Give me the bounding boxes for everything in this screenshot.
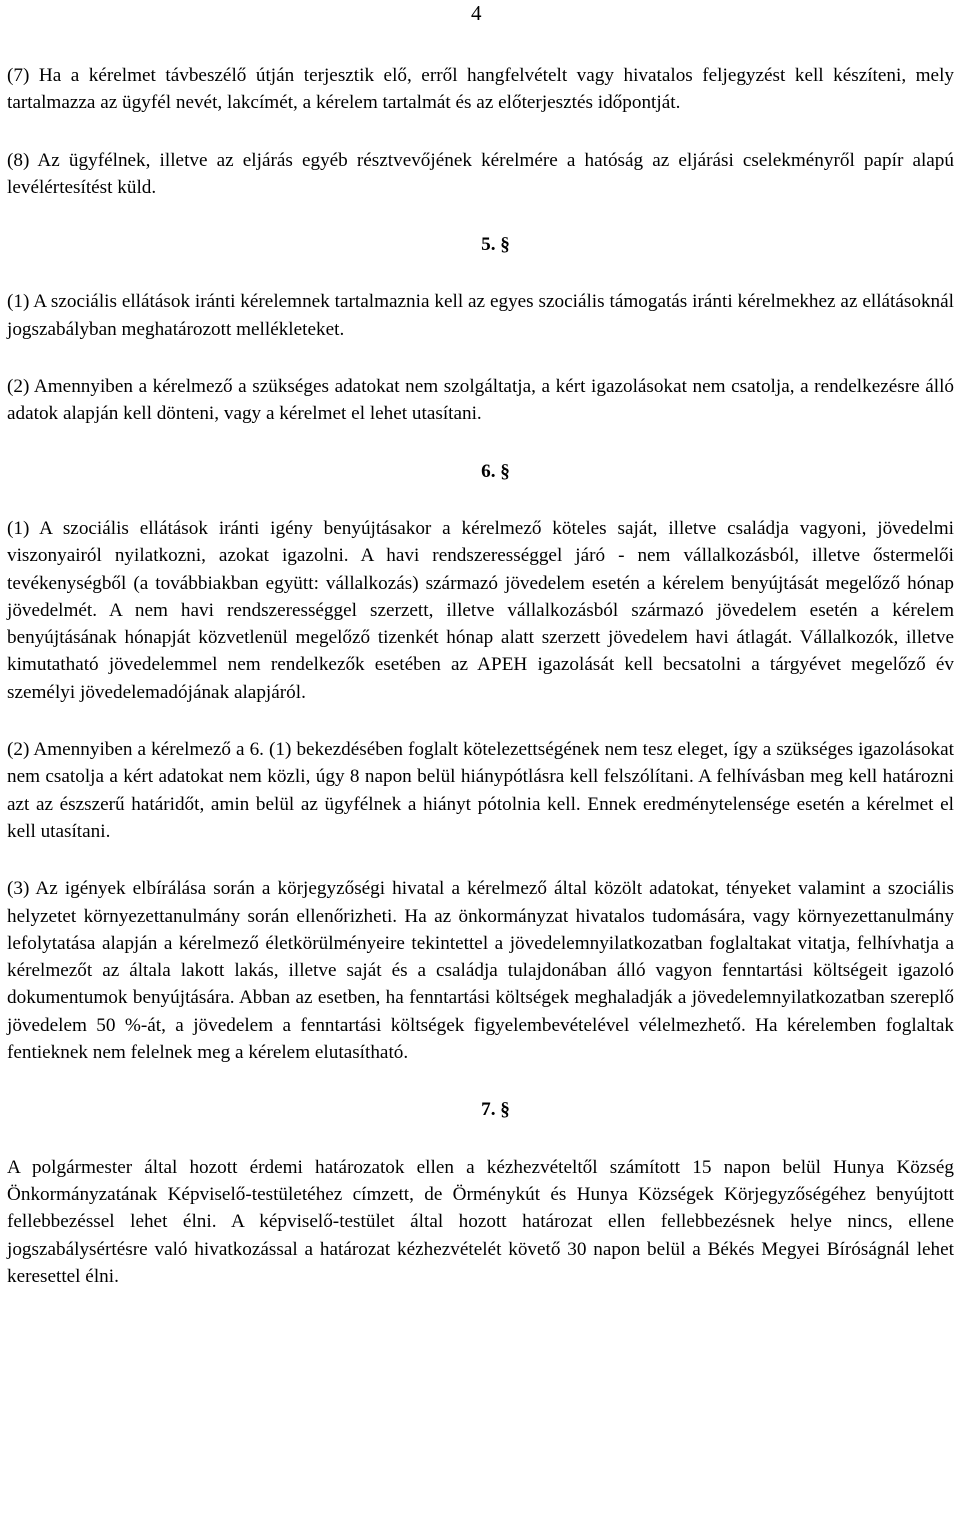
section-6-paragraph-1: (1) A szociális ellátások iránti igény benyújtásakor a kérelmező köteles saját, illetve családja vagyoni, jövedelmi viszonyairól nyilatkozni, azokat igazolni. A havi rendszerességgel járó - nem vállalkozásból, illetve őstermelői tevékenységből (a továbbiakban együtt: vállalkozás) származó jövedelem esetén a kérelem benyújtását megelőző hónap jövedelmét. A nem havi rendszerességgel szerzett, illetve vállalkozásból származó jövedelem esetén a kérelem benyújtásának hónapját közvetlenül megelőző tizenkét hónap alatt szerzett jövedelem havi átlagát. Vállalkozók, illetve kimutatható jövedelemmel nem rendelkezők esetében az APEH igazolását kell becsatolni a tárgyévet megelőző év személyi jövedelemadójának alapjáról. xyxy=(7,517,954,703)
section-7-paragraph-1: A polgármester által hozott érdemi határozatok ellen a kézhezvételtől számított 15 napon belül Hunya Község Önkormányzatának Képviselő-testületéhez címzett, de Örménykút és Hunya Községek Körjegyzőségéhez benyújtott fellebbezéssel lehet élni. A képviselő-testület által hozott határozat ellen fellebbezésnek helye nincs, ellene jogszabálysértésre való hivatkozással a határozat kézhezvételét követő 30 napon belül a Békés Megyei Bíróságnál lehet keresettel élni. xyxy=(7,1156,954,1287)
section-7-heading: 7. § xyxy=(481,1099,510,1121)
section-5-paragraph-1: (1) A szociális ellátások iránti kérelemnek tartalmaznia kell az egyes szociális támogatás iránti kérelmekhez az ellátásoknál jogszabályban meghatározott mellékleteket. xyxy=(7,291,954,340)
paragraph-8: (8) Az ügyfélnek, illetve az eljárás egyéb résztvevőjének kérelmére a hatóság az eljárási cselekményről papír alapú levélértesítést küld. xyxy=(7,149,954,198)
section-6-paragraph-3: (3) Az igények elbírálása során a körjegyzőségi hivatal a kérelmező által közölt adatokat, tényeket valamint a szociális helyzetet környezettanulmány során ellenőrizheti. Ha az önkormányzat hivatalos tudomására, vagy környezettanulmány lefolytatása alapján a kérelmező életkörülményeire tekintettel a jövedelemnyilatkozatban foglaltakat vitatja, felhívhatja a kérelmezőt az általa lakott lakás, illetve saját és a családja tulajdonában álló vagyon fenntartási költségeit igazoló dokumentumok benyújtására. Abban az esetben, ha fenntartási költségek meghaladják a jövedelemnyilatkozatban szereplő jövedelem 50 %-át, a jövedelem a fenntartási költségek figyelembevételével vélelmezhető. Ha kérelemben foglaltak fentieknek nem felelnek meg a kérelem elutasítható. xyxy=(7,878,954,1064)
section-6-heading: 6. § xyxy=(481,460,510,482)
paragraph-7: (7) Ha a kérelmet távbeszélő útján terjesztik elő, erről hangfelvételt vagy hivatalos feljegyzést kell készíteni, mely tartalmazza az ügyfél nevét, lakcímét, a kérelem tartalmát és az előterjesztés időpontját. xyxy=(7,65,954,114)
section-5-paragraph-2: (2) Amennyiben a kérelmező a szükséges adatokat nem szolgáltatja, a kért igazolásokat nem csatolja, a rendelkezésre álló adatok alapján kell dönteni, vagy a kérelmet el lehet utasítani. xyxy=(7,376,954,425)
page-number: 4 xyxy=(471,1,482,25)
document-body xyxy=(7,62,954,1290)
section-6-paragraph-2: (2) Amennyiben a kérelmező a 6. (1) bekezdésében foglalt kötelezettségének nem tesz eleget, így a szükséges igazolásokat nem csatolja a kért adatokat nem közli, úgy 8 napon belül hiánypótlásra kell felszólítani. A felhívásban meg kell határozni azt az észszerű határidőt, amin belül az ügyfélnek a hiányt pótolnia kell. Ennek eredménytelensége esetén a kérelmet el kell utasítani. xyxy=(7,739,954,842)
section-5-heading: 5. § xyxy=(481,234,510,256)
